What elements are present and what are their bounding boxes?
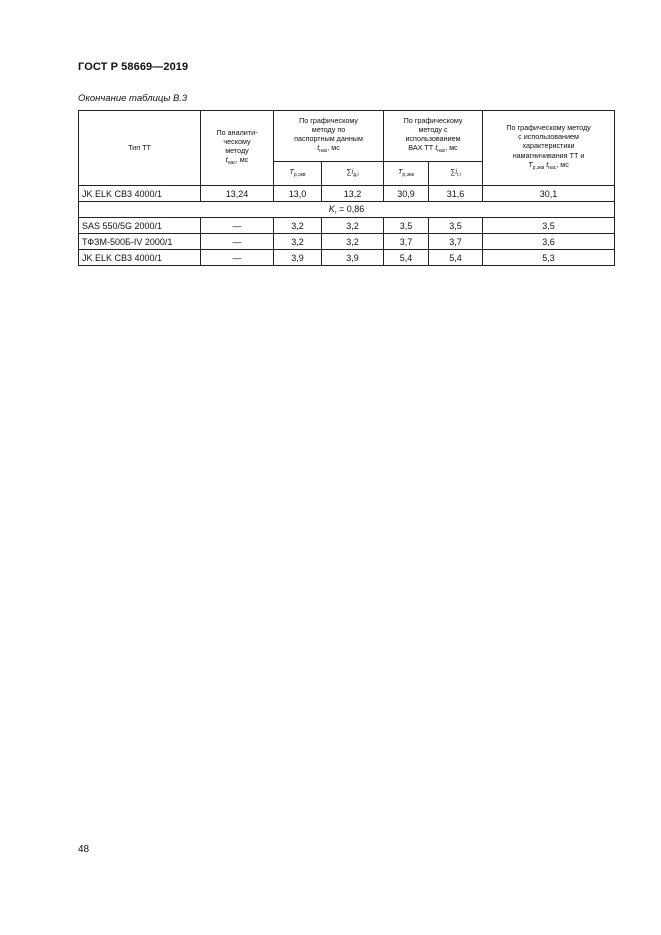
cell-gp-sum: 3,9	[322, 250, 384, 266]
table-row	[79, 234, 615, 250]
document-code: ГОСТ Р 58669—2019	[78, 61, 189, 73]
cell-type: SAS 550/5G 2000/1	[79, 218, 201, 234]
subheader-gp-T: $T_{р,экв}$	[274, 162, 322, 186]
cell-gv-sum: 3,5	[429, 218, 483, 234]
cell-analytic: —	[201, 250, 274, 266]
cell-gv-T: 5,4	[384, 250, 429, 266]
cell-analytic: —	[201, 218, 274, 234]
subheader-gp-sum: $\sum i_{д,i}$	[322, 162, 384, 186]
table-row	[79, 186, 615, 202]
col-header-type: Тип ТТ	[79, 111, 201, 186]
cell-gp-T: 13,0	[274, 186, 322, 202]
table-row	[79, 250, 615, 266]
cell-gp-T: 3,2	[274, 218, 322, 234]
col-header-analytic: По аналити- ческому методу $t_{нас}$, мс	[201, 111, 274, 186]
cell-type: JK ELK CB3 4000/1	[79, 186, 201, 202]
cell-gm: 5,3	[483, 250, 615, 266]
cell-gp-sum: 3,2	[322, 218, 384, 234]
kr-value-cell: $K_r = 0,86$	[79, 202, 615, 218]
cell-gm: 3,5	[483, 218, 615, 234]
col-header-graph-magn: По графическому методу с использованием характеристики намагничивания ТТ и $T_{р,экв}$ $t_{нас}$, мс	[483, 111, 615, 186]
kr-row	[79, 202, 615, 218]
subheader-gv-sum: $\sum i_{г,i}$	[429, 162, 483, 186]
cell-gp-T: 3,2	[274, 234, 322, 250]
table-row	[79, 218, 615, 234]
cell-type: JK ELK CB3 4000/1	[79, 250, 201, 266]
cell-gv-sum: 5,4	[429, 250, 483, 266]
data-table	[78, 110, 615, 266]
subheader-gv-T: $T_{р,экв}$	[384, 162, 429, 186]
col-header-graph-vax: По графическому методу с использованием ВАХ ТТ $t_{нас}$, мс	[384, 111, 483, 162]
col-header-graph-passport: По графическому методу по паспортным данным $t_{нас}$, мс	[274, 111, 384, 162]
cell-gv-sum: 3,7	[429, 234, 483, 250]
cell-gp-sum: 13,2	[322, 186, 384, 202]
cell-gp-sum: 3,2	[322, 234, 384, 250]
page-number: 48	[78, 844, 90, 855]
cell-gm: 30,1	[483, 186, 615, 202]
cell-analytic: —	[201, 234, 274, 250]
cell-gv-T: 30,9	[384, 186, 429, 202]
cell-analytic: 13,24	[201, 186, 274, 202]
cell-gp-T: 3,9	[274, 250, 322, 266]
table-caption: Окончание таблицы В.3	[78, 93, 188, 104]
cell-type: ТФЗМ-500Б-IV 2000/1	[79, 234, 201, 250]
cell-gm: 3,6	[483, 234, 615, 250]
cell-gv-sum: 31,6	[429, 186, 483, 202]
cell-gv-T: 3,5	[384, 218, 429, 234]
cell-gv-T: 3,7	[384, 234, 429, 250]
